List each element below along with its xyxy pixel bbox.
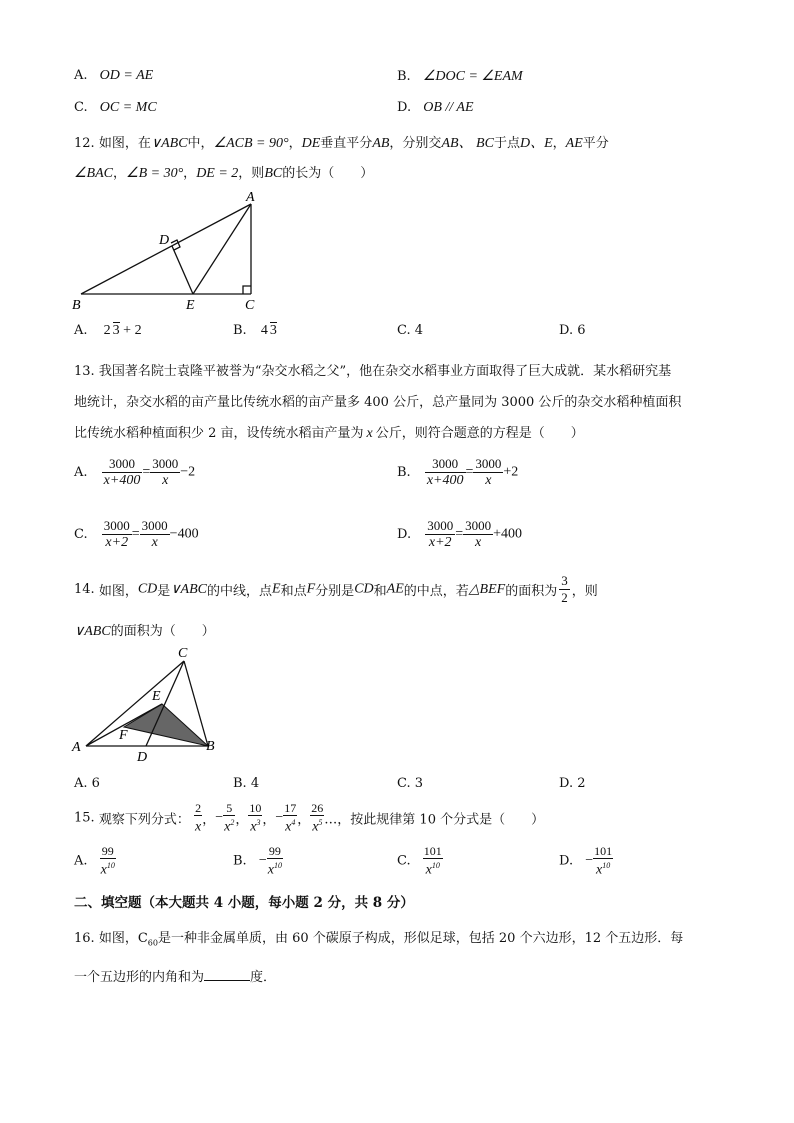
segment-ae <box>193 204 251 294</box>
base: x <box>285 819 292 835</box>
q14-line2 <box>74 620 215 640</box>
section-heading: 二、填空题（本大题共 4 小题，每小题 2 分，共 8 分） <box>74 895 414 911</box>
label-c: C <box>245 298 255 312</box>
base: x <box>267 862 274 878</box>
math: ∨ABC <box>150 136 188 151</box>
q12-option-b <box>233 323 277 339</box>
q12-figure <box>66 188 266 312</box>
sign: − <box>258 852 267 868</box>
numerator: 3000 <box>427 518 454 533</box>
question-text: 和 <box>373 584 387 599</box>
numerator: 3000 <box>465 518 492 533</box>
label-b: B <box>206 739 215 754</box>
q13-option-c <box>74 518 199 551</box>
label-c: C <box>178 646 188 661</box>
question-text: 中， <box>187 136 214 151</box>
fraction <box>463 518 493 551</box>
question-text: 是一种非金属单质，由 60 个碳原子构成，形似足球，包括 20 个六边形，12 个五边形．每 <box>157 931 684 946</box>
fraction <box>310 802 324 834</box>
fraction <box>223 802 235 834</box>
base: x <box>596 862 603 878</box>
question-number: 16. <box>74 931 95 946</box>
base: x <box>312 819 319 835</box>
option-text: OD = AE <box>99 68 154 83</box>
equals: = <box>465 464 474 480</box>
numerator: 5 <box>223 802 235 816</box>
numerator: 3000 <box>425 456 466 473</box>
q12-line2 <box>74 162 373 182</box>
base: x <box>425 862 432 878</box>
segment-de <box>172 246 193 294</box>
question-text: 一个五边形的内角和为 <box>74 970 205 985</box>
numerator: 26 <box>311 801 324 815</box>
math: ∠BAC <box>74 166 113 181</box>
exponent: 10 <box>273 861 282 870</box>
denominator: x <box>162 473 169 488</box>
denominator: x <box>475 535 482 550</box>
math: AE <box>386 581 404 597</box>
question-text: 比传统水稻种植面积少 2 亩，设传统水稻亩产量为 <box>74 426 364 441</box>
question-text: 于点 <box>493 136 520 151</box>
q13-line3 <box>74 422 584 442</box>
fraction <box>194 802 202 834</box>
sign: − <box>585 852 594 868</box>
q14-option-c: C. 3 <box>397 776 424 791</box>
numerator: 10 <box>249 801 262 815</box>
fraction <box>140 518 170 551</box>
sign: − <box>275 809 284 825</box>
option-label: C. <box>74 100 88 115</box>
q13-option-a <box>74 456 195 489</box>
fraction <box>150 456 180 489</box>
label-f: F <box>119 728 128 743</box>
question-text: 如图，在 <box>98 136 151 151</box>
option-label: C. <box>74 527 88 542</box>
numerator: 101 <box>423 844 442 858</box>
question-text: 的中线，点 <box>207 584 273 599</box>
q14-option-b: B. 4 <box>233 776 260 791</box>
math: + 2 <box>119 323 142 338</box>
question-text: 平分 <box>582 136 609 151</box>
question-text: 和点 <box>280 584 307 599</box>
denominator <box>267 859 283 877</box>
question-number: 15. <box>74 810 95 826</box>
exponent: 10 <box>106 861 115 870</box>
label-b: B <box>72 298 81 312</box>
math: ∨ABC <box>170 582 208 597</box>
math: DE = 2 <box>196 166 239 181</box>
subscript: 60 <box>147 938 158 948</box>
numerator: 3000 <box>141 518 168 533</box>
denominator <box>283 816 297 834</box>
option-label: B. <box>233 853 247 869</box>
option-label: A. <box>74 68 88 83</box>
q15-option-b <box>233 845 283 877</box>
numerator: 3000 <box>103 518 130 533</box>
answer-blank[interactable] <box>204 968 250 981</box>
math: +2 <box>503 464 519 480</box>
exponent: 10 <box>602 861 611 870</box>
question-text: 的面积为（ ） <box>110 624 215 639</box>
question-text: ，分别交 <box>389 136 442 151</box>
q12-line1 <box>74 132 609 152</box>
question-text: 度． <box>250 970 277 985</box>
exponent: 5 <box>318 818 323 827</box>
numerator: 99 <box>100 845 116 859</box>
question-text: ，则 <box>571 584 598 599</box>
base: x <box>250 819 257 835</box>
option-label: D. <box>397 100 412 115</box>
math: −400 <box>169 526 199 542</box>
question-text: ， <box>113 166 127 181</box>
q11-option-a <box>74 68 153 84</box>
math: +400 <box>493 526 523 542</box>
right-angle-c <box>243 286 251 294</box>
sqrt-radicand: 3 <box>269 323 277 338</box>
denominator <box>223 816 235 834</box>
equals: = <box>131 526 140 542</box>
math: AB <box>372 136 390 151</box>
question-text: ， <box>288 136 302 151</box>
q13-option-b <box>397 456 518 489</box>
fraction <box>473 456 503 489</box>
option-label: B. <box>233 323 247 338</box>
option-label: A. <box>74 323 88 338</box>
question-text: 如图，C <box>98 931 148 946</box>
numerator: 17 <box>284 801 297 815</box>
numerator: 3 <box>561 573 568 588</box>
equals: = <box>455 526 464 542</box>
sqrt-radicand: 3 <box>112 323 120 338</box>
math: ∨ABC <box>74 624 111 639</box>
q13-line2: 地统计，杂交水稻的亩产量比传统水稻的亩产量多 400 公斤，总产量同为 3000 公斤的杂交水稻种植面积 <box>74 395 682 410</box>
question-text: 公斤，则符合题意的方程是（ ） <box>375 426 584 441</box>
denominator: x <box>485 473 492 488</box>
option-label: C. <box>397 853 411 869</box>
q12-option-a <box>74 323 142 339</box>
sign: − <box>215 809 224 825</box>
question-text: 我国著名院士袁隆平被誉为“杂交水稻之父”，他在杂交水稻事业方面取得了巨大成就．某水稻研究基 <box>98 364 672 379</box>
denominator: x+400 <box>426 473 464 488</box>
option-text: ∠DOC = ∠EAM <box>422 69 523 84</box>
question-text: 分别是 <box>315 584 355 599</box>
numerator: 3000 <box>152 456 179 471</box>
fraction <box>559 573 570 606</box>
fraction <box>425 456 466 489</box>
denominator <box>194 816 202 834</box>
denominator <box>310 816 324 834</box>
q12-option-c: C. 4 <box>397 323 424 338</box>
label-a: A <box>246 190 255 205</box>
question-text: 如图， <box>98 584 138 599</box>
fraction <box>100 845 116 877</box>
denominator <box>248 816 262 834</box>
denominator <box>100 859 116 877</box>
math: DE <box>301 136 321 151</box>
option-label: A. <box>74 853 88 869</box>
question-text: ，则 <box>238 166 265 181</box>
exponent: 10 <box>431 861 440 870</box>
denominator: x <box>151 535 158 550</box>
math: D、E <box>519 136 553 151</box>
label-a: A <box>72 740 81 755</box>
question-text: ， <box>552 136 566 151</box>
denominator <box>423 859 443 877</box>
q16-line2 <box>74 966 276 985</box>
base: x <box>100 862 107 878</box>
option-label: D. <box>397 527 412 542</box>
q14-line1 <box>74 573 598 606</box>
fraction <box>423 845 443 877</box>
q11-option-d <box>397 100 474 116</box>
numerator: 99 <box>267 845 283 859</box>
math: AE <box>565 136 583 151</box>
q12-option-d: D. 6 <box>559 323 586 338</box>
math: E <box>272 581 281 597</box>
question-text: 的面积为 <box>505 584 558 599</box>
question-number: 14. <box>74 582 95 597</box>
question-text: 观察下列分式： <box>98 812 190 828</box>
q14-figure <box>66 643 226 767</box>
question-text: 垂直平分 <box>320 136 373 151</box>
fraction <box>283 802 297 834</box>
q11-option-b <box>397 68 523 85</box>
option-label: D. <box>559 853 574 869</box>
denominator: x+2 <box>428 535 452 550</box>
math: 4 <box>260 323 268 338</box>
q15-option-d <box>559 845 613 877</box>
question-text: 是 <box>157 584 171 599</box>
exponent: 3 <box>256 818 261 827</box>
option-text: OC = MC <box>99 100 157 115</box>
question-text: 的长为（ ） <box>282 166 374 181</box>
base: x <box>194 819 202 835</box>
fraction <box>267 845 283 877</box>
denominator: x+2 <box>105 535 129 550</box>
exponent: 4 <box>291 818 296 827</box>
question-number: 13. <box>74 364 95 379</box>
q13-line1 <box>74 360 671 379</box>
label-e: E <box>186 298 195 312</box>
math: 2 <box>103 323 111 338</box>
q16-line1 <box>74 927 683 948</box>
math: CD <box>137 581 158 597</box>
option-label: B. <box>397 465 411 480</box>
segment-ab <box>81 204 251 294</box>
question-text: ， <box>183 166 197 181</box>
base: x <box>224 819 231 835</box>
exponent: 2 <box>230 818 235 827</box>
question-text: …，按此规律第 10 个分式是（ ） <box>324 812 545 828</box>
q14-option-a: A. 6 <box>74 776 100 791</box>
numerator: 3000 <box>102 456 143 473</box>
numerator: 3000 <box>475 456 502 471</box>
math: x <box>366 426 373 441</box>
q15-option-a <box>74 845 116 877</box>
q13-option-d <box>397 518 522 551</box>
math: ∠B = 30° <box>126 166 184 181</box>
fraction <box>425 518 455 551</box>
option-text: OB // AE <box>423 100 474 115</box>
math: △BEF <box>468 582 506 597</box>
fraction <box>102 518 132 551</box>
denominator: 2 <box>561 590 568 605</box>
label-d: D <box>159 233 170 248</box>
question-text: 的中点，若 <box>403 584 469 599</box>
math: AB、 BC <box>441 136 494 151</box>
math: −2 <box>180 464 196 480</box>
q11-option-c <box>74 100 157 116</box>
q14-option-d: D. 2 <box>559 776 586 791</box>
fraction <box>593 845 613 877</box>
math: F <box>306 581 316 597</box>
numerator: 101 <box>594 844 613 858</box>
equals: = <box>142 464 151 480</box>
label-d: D <box>137 750 148 765</box>
fraction <box>248 802 262 834</box>
math: ∠ACB = 90° <box>213 136 289 151</box>
math: CD <box>354 581 374 597</box>
option-label: A. <box>74 465 88 480</box>
denominator: x+400 <box>103 473 141 488</box>
q15-option-c <box>397 845 443 877</box>
numerator: 2 <box>195 801 202 815</box>
math: BC <box>264 166 283 181</box>
question-number: 12. <box>74 136 95 151</box>
fraction <box>102 456 143 489</box>
denominator <box>593 859 613 877</box>
option-label: B. <box>397 69 411 84</box>
triangle-bef <box>124 704 208 746</box>
label-e: E <box>152 689 161 704</box>
q15-line: 15. 观察下列分式： $\frac{2}{x}$ ，− $\frac{5}{x^2}$ ， $\frac{10}{x^3}$ ，− $\frac{17}{x^4}$ ， $\frac{26}{x^5}$ …，按此规律第 10 个分式是（ ） <box>74 801 545 835</box>
